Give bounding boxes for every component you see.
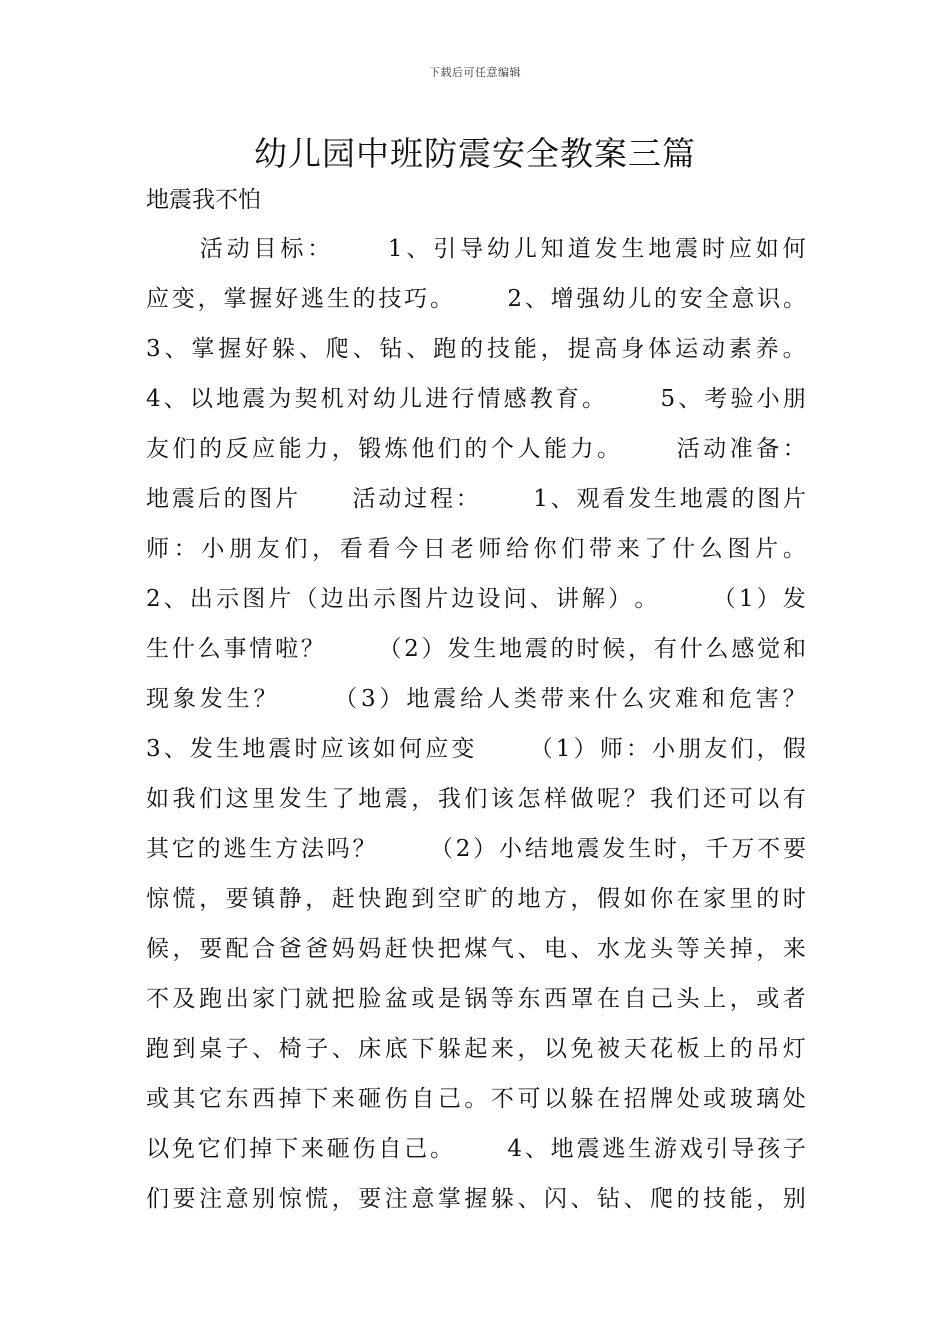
- body-text-line: 应 变 ， 掌 握 好 逃 生 的 技 巧 。 2 、 增 强 幼 儿 的 安 全 意 识 。: [146, 286, 806, 312]
- body-text-line: 不 及 跑 出 家 门 就 把 脸 盆 或 是 锅 等 东 西 罩 在 自 己 头 上 ， 或 者: [146, 986, 806, 1012]
- section-subtitle: 地震我不怕: [146, 187, 261, 213]
- body-text-line: 2 、 出 示 图 片 （ 边 出 示 图 片 边 设 问 、 讲 解 ） 。 （ 1 ） 发: [146, 586, 806, 612]
- body-text-line: 3 、 发 生 地 震 时 应 该 如 何 应 变 （ 1 ） 师 ： 小 朋 友 们 ， 假: [146, 736, 806, 762]
- document-body: [146, 229, 806, 1229]
- body-text-line: 如 我 们 这 里 发 生 了 地 震 ， 我 们 该 怎 样 做 呢 ？ 我 们 还 可 以 有: [146, 786, 806, 812]
- body-text-line: 地 震 后 的 图 片 活 动 过 程 ： 1 、 观 看 发 生 地 震 的 图 片: [146, 486, 806, 512]
- body-text-line: 其 它 的 逃 生 方 法 吗 ？ （ 2 ） 小 结 地 震 发 生 时 ， 千 万 不 要: [146, 836, 806, 862]
- body-text-line: 跑 到 桌 子 、 椅 子 、 床 底 下 躲 起 来 ， 以 免 被 天 花 板 上 的 吊 灯: [146, 1036, 806, 1062]
- body-text-line: 师 ： 小 朋 友 们 ， 看 看 今 日 老 师 给 你 们 带 来 了 什 么 图 片 。: [146, 536, 806, 562]
- body-text-line: 或 其 它 东 西 掉 下 来 砸 伤 自 己 。 不 可 以 躲 在 招 牌 处 或 玻 璃 处: [146, 1086, 806, 1112]
- body-text-line: 现 象 发 生 ？ （ 3 ） 地 震 给 人 类 带 来 什 么 灾 难 和 危 害 ？: [146, 686, 806, 712]
- page-header: 下载后可任意编辑: [429, 66, 521, 79]
- body-text-line: 3 、 掌 握 好 躲 、 爬 、 钻 、 跑 的 技 能 ， 提 高 身 体 运 动 素 养 。: [146, 336, 806, 362]
- body-text-line: 惊 慌 ， 要 镇 静 ， 赶 快 跑 到 空 旷 的 地 方 ， 假 如 你 在 家 里 的 时: [146, 886, 806, 912]
- body-text-line: 友 们 的 反 应 能 力 ， 锻 炼 他 们 的 个 人 能 力 。 活 动 准 备 ：: [146, 436, 806, 462]
- document-title: 幼儿园中班防震安全教案三篇: [254, 134, 696, 173]
- body-text-line: 生 什 么 事 情 啦 ？ （ 2 ） 发 生 地 震 的 时 候 ， 有 什 么 感 觉 和: [146, 636, 806, 662]
- body-text-line: 以 免 它 们 掉 下 来 砸 伤 自 己 。 4 、 地 震 逃 生 游 戏 引 导 孩 子: [146, 1136, 806, 1162]
- body-text-line: 候 ， 要 配 合 爸 爸 妈 妈 赶 快 把 煤 气 、 电 、 水 龙 头 等 关 掉 ， 来: [146, 936, 806, 962]
- body-text-line: 们 要 注 意 别 惊 慌 ， 要 注 意 掌 握 躲 、 闪 、 钻 、 爬 的 技 能 ， 别: [146, 1186, 806, 1212]
- body-text-line: 4 、 以 地 震 为 契 机 对 幼 儿 进 行 情 感 教 育 。 5 、 考 验 小 朋: [146, 386, 806, 412]
- body-text-line: 活 动 目 标 ： 1 、 引 导 幼 儿 知 道 发 生 地 震 时 应 如 何: [199, 236, 806, 262]
